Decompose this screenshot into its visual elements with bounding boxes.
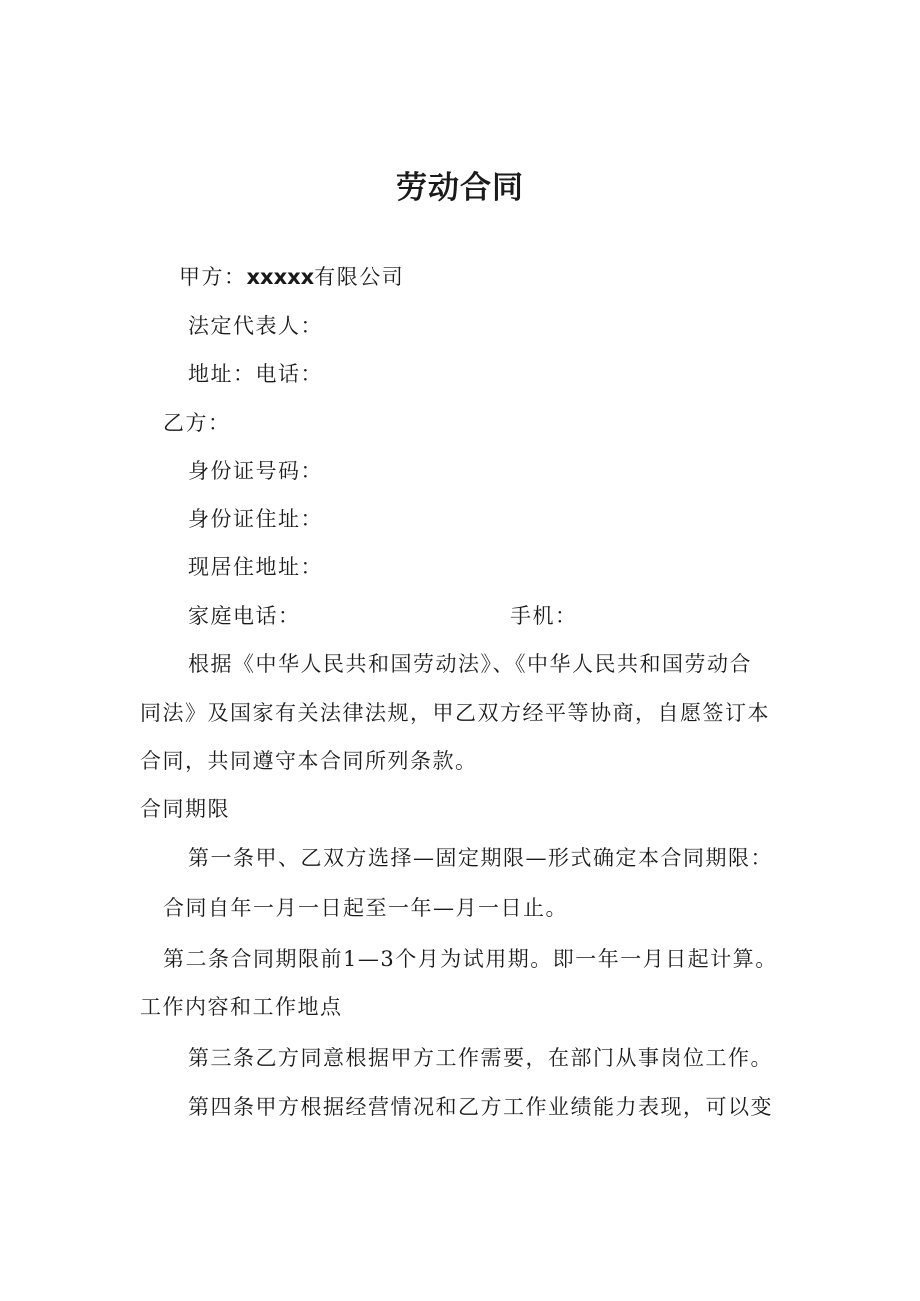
article-2: 第二条合同期限前1—3个月为试用期。即一年一月日起计算。 bbox=[163, 947, 778, 971]
home-phone-field: 家庭电话： bbox=[188, 604, 301, 628]
current-address-field: 现居住地址： bbox=[188, 555, 323, 579]
document-title: 劳动合同 bbox=[396, 170, 524, 206]
article-1-continued: 合同自年一月一日起至一年—月一日止。 bbox=[163, 896, 568, 920]
article-4: 第四条甲方根据经营情况和乙方工作业绩能力表现，可以变 bbox=[188, 1095, 773, 1119]
party-a-label: 甲方： bbox=[179, 265, 247, 289]
article-1: 第一条甲、乙双方选择—固定期限—形式确定本合同期限： bbox=[188, 846, 773, 870]
id-number-field: 身份证号码： bbox=[188, 459, 323, 483]
intro-line-3: 合同，共同遵守本合同所列条款。 bbox=[140, 749, 478, 773]
party-a-line bbox=[179, 262, 404, 292]
legal-representative-field: 法定代表人： bbox=[188, 314, 323, 338]
id-address-field: 身份证住址： bbox=[188, 507, 323, 531]
mobile-field: 手机： bbox=[510, 604, 578, 628]
party-b-label: 乙方： bbox=[163, 411, 231, 435]
party-a-company-suffix: 有限公司 bbox=[314, 265, 405, 289]
article-3: 第三条乙方同意根据甲方工作需要，在部门从事岗位工作。 bbox=[188, 1046, 773, 1070]
party-a-company-name: xxxxx bbox=[246, 265, 315, 289]
intro-line-1: 根据《中华人民共和国劳动法》、《中华人民共和国劳动合 bbox=[188, 652, 752, 676]
intro-line-2: 同法》及国家有关法律法规，甲乙双方经平等协商，自愿签订本 bbox=[140, 701, 770, 725]
phone-line bbox=[188, 601, 748, 631]
section-heading-term: 合同期限 bbox=[140, 797, 230, 821]
address-phone-field: 地址：电话： bbox=[188, 362, 323, 386]
section-heading-work: 工作内容和工作地点 bbox=[140, 995, 343, 1019]
